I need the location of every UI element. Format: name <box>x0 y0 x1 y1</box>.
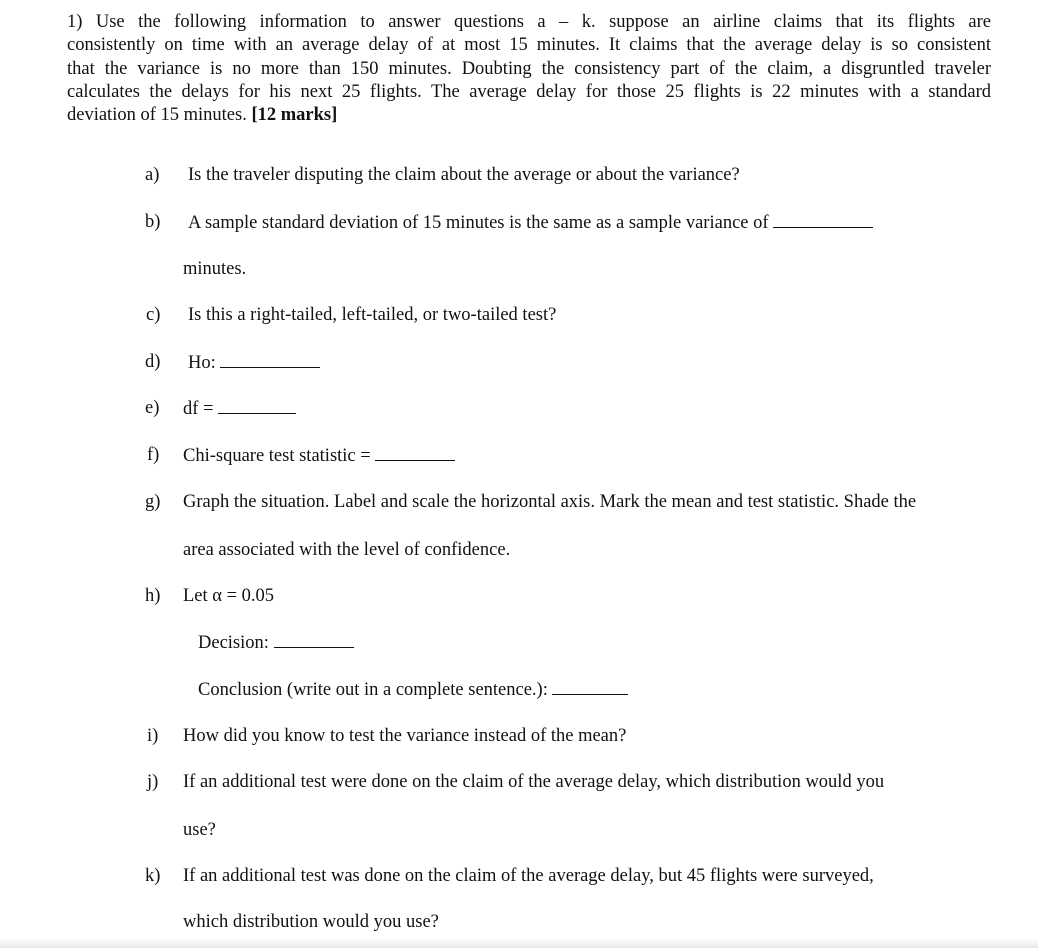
question-e-label: e) <box>145 398 160 418</box>
question-e-prompt: df = <box>183 399 214 419</box>
question-h-text: Let α = 0.05 <box>183 586 275 606</box>
question-a-label: a) <box>145 165 160 185</box>
question-f-label: f) <box>147 445 160 465</box>
question-g-text: Graph the situation. Label and scale the horizontal axis. Mark the mean and test statistic. Shade the <box>183 492 917 512</box>
answer-blank-conclusion[interactable] <box>552 678 628 695</box>
intro-last-line: deviation of 15 minutes. <box>67 105 252 126</box>
question-b-prompt: A sample standard deviation of 15 minutes is the same as a sample variance of <box>188 213 769 233</box>
question-f-prompt: Chi-square test statistic = <box>183 446 371 466</box>
question-a-text: Is the traveler disputing the claim about the average or about the variance? <box>188 165 740 185</box>
question-d-label: d) <box>145 352 161 372</box>
question-k-text-cont: which distribution would you use? <box>183 912 439 932</box>
question-b-label: b) <box>145 212 161 232</box>
question-i-label: i) <box>147 726 159 746</box>
question-i-text: How did you know to test the variance instead of the mean? <box>183 726 627 746</box>
answer-blank-decision[interactable] <box>274 631 354 648</box>
intro-line-3: that the variance is no more than 150 minutes. Doubting the consistency part of the claim, a disgruntled traveler <box>67 58 991 79</box>
question-k-label: k) <box>145 866 161 886</box>
marks-label: [12 marks] <box>251 105 338 126</box>
question-d-text <box>188 351 320 374</box>
question-k-text: If an additional test was done on the claim of the average delay, but 45 flights were surveyed, <box>183 866 874 886</box>
answer-blank-b[interactable] <box>773 211 873 228</box>
question-h-decision <box>198 631 354 654</box>
answer-blank-d[interactable] <box>220 351 320 368</box>
question-b-text-cont: minutes. <box>183 259 247 279</box>
question-c-label: c) <box>146 305 161 325</box>
intro-line-4: calculates the delays for his next 25 flights. The average delay for those 25 flights is 22 minutes with a standard <box>67 81 991 102</box>
intro-line-2: consistently on time with an average delay of at most 15 minutes. It claims that the average delay is so consistent <box>67 35 991 56</box>
question-c-text: Is this a right-tailed, left-tailed, or two-tailed test? <box>188 305 557 325</box>
question-h-label: h) <box>145 586 161 606</box>
question-j-text-cont: use? <box>183 820 216 840</box>
answer-blank-f[interactable] <box>375 444 455 461</box>
intro-line-5 <box>67 104 991 127</box>
question-j-text: If an additional test were done on the claim of the average delay, which distribution would you <box>183 772 885 792</box>
conclusion-label: Conclusion (write out in a complete sentence.): <box>198 680 548 700</box>
question-f-text <box>183 444 455 467</box>
question-d-prompt: Ho: <box>188 353 216 373</box>
answer-blank-e[interactable] <box>218 397 296 414</box>
page-bottom-edge <box>0 938 1038 948</box>
decision-label: Decision: <box>198 633 269 653</box>
question-g-label: g) <box>145 492 161 512</box>
problem-intro <box>67 11 991 127</box>
question-e-text <box>183 397 296 420</box>
question-g-text-cont: area associated with the level of confidence. <box>183 540 511 560</box>
question-b-text <box>188 211 873 234</box>
intro-line-1: 1) Use the following information to answer questions a – k. suppose an airline claims that its flights are <box>67 12 991 32</box>
question-j-label: j) <box>147 772 159 792</box>
question-h-conclusion <box>198 678 628 701</box>
